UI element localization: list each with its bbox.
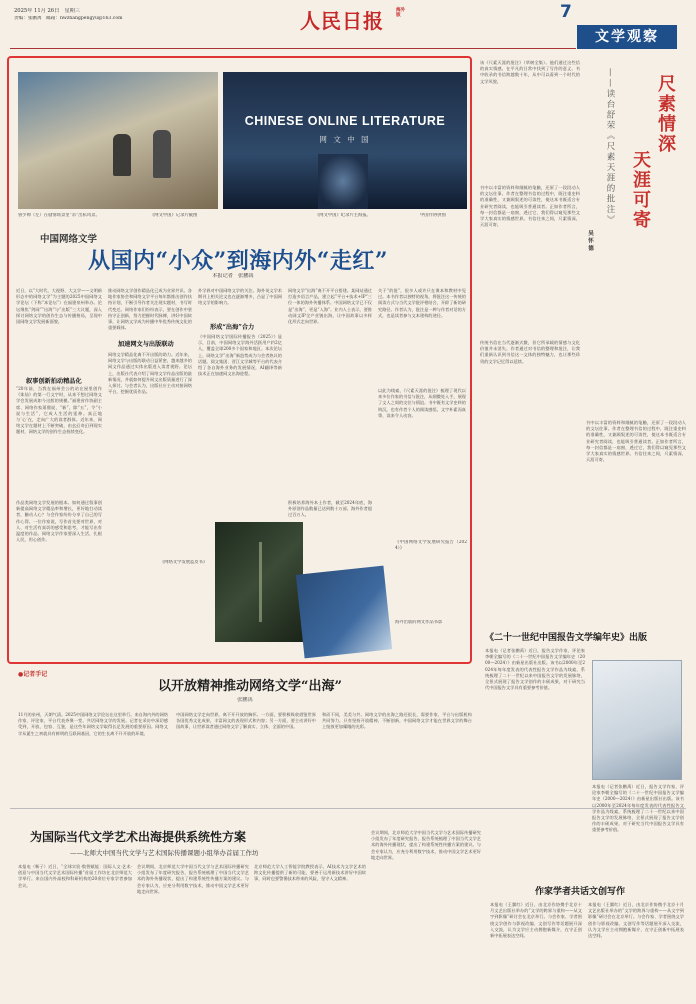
section-divider <box>10 808 686 809</box>
story2-col2: 中国网络文学走向世界，离不开开放的胸怀。一方面，要积极吸收借鉴世界各国优秀文化成果，丰富网文的表现形式和内容；另一方面，要主动讲好中国故事，让世界读者通过网络文学了解真实、立体、全面的中国。 <box>176 712 316 730</box>
photo-credit: 中国作协供图 <box>420 213 446 218</box>
book-notice-body: 本报电（记者张鹏禹）近日，报告文学作家、评论家李朝全编写的《二十一世纪中国报告文学编年史（2000—2024）》由新星出版社出版。该书以2000年至2024年每年度发表的代表性报告文学作品为线索，系统梳理了二十一世纪以来中国报告文学的发展脉络，全景式展现了报告文学创作的丰硕成果，对于研究当代中国报告文学具有重要参考价值。 <box>485 648 585 691</box>
review-col-right: 书中以丰富的资料和细腻的笔触，还原了一段段动人的文坛往事。作者在整理书信的过程中，既注重史料的准确性，又兼顾叙述的可读性，使这本书既适合专业研究者阅读，也能吸引普通读者。正如作者所言，每一封信都是一扇窗，透过它，我们得以窥见那些文学大家真实的情感世界。书信往来之间，尺素情深，天涯可寄。 <box>586 420 686 463</box>
story3-col4: 会议期间，北京师范大学中国当代文学与艺术国际传播研究小组发布了年度研究报告，报告系统梳理了中国当代文学艺术的海外传播现状，提出了构建系统性传播方案的建议。与会专家认为，应充分利用数字技术，推动中国文学艺术更好地走向世界。 <box>371 830 481 860</box>
story4-col2: 本报电（王翼红）近日，由北京作协携手北京十月文艺出版社举办的“文学的跨界与重构——从文字到影像”研讨会在北京举行。与会作家、学者围绕文学创作与影视改编、文创写作等话题展开深入交流，认为文学应主动拥抱新媒介，在守正创新中拓展表达空间。 <box>588 902 684 939</box>
documentary-title: CHINESE ONLINE LITERATURE <box>244 114 446 128</box>
book-caption-2: 《网络文学发展蓝皮书》 <box>160 560 208 565</box>
poster-graphic <box>318 154 368 209</box>
feature-col1-b: 作品类网络文学发展的根本。如何通过叙事创新提高网络文学精品率和增长，更好地打动读者，触动人心？与会作家纷纷分享了自己的写作心得。一位作家说，写作首先要对世界、对人、对生活有真切的感受和思考，才能写出有温度的作品。网络文学作家要深入生活，扎根人民，用心创作。 <box>16 500 102 543</box>
photo-caption-right: 《网文中国》纪录片主海报。 <box>315 213 371 218</box>
story2-col1: 11月的泉州，天朗气清。2025中国网络文学论坛在这里举行。来自海内外的网络作家、评论家、平台代表齐聚一堂，共话网络文学的发展。记者在采访中深切感受到，开放、包容、互鉴，是这些年网络文学取得长足发展的重要原因。网络文学从诞生之初就具有鲜明的互联网基因，它的生长离不开开放的环境。 <box>18 712 168 736</box>
review-col-left-top: 该《尺素天涯的批注》（草树全集）。他们通过这些信的真实情感，在平凡的日常中找到了写作的意义。书中收录的书信跨越数十年，从中可以看到一个时代的文学风貌。 <box>480 60 580 84</box>
book-caption-3: 海外出版的网文作品书影 <box>395 620 443 625</box>
book-cover-chronicle <box>592 660 682 780</box>
feature-byline: 本报记者 张鹏禹 <box>212 273 254 279</box>
story4-col1: 本报电（王翼红）近日，由北京作协携手北京十月文艺出版社举办的“文学的跨界与重构——从文字到影像”研讨会在北京举行。与会作家、学者围绕文学创作与影视改编、文创写作等话题展开深入交流，认为文学应主动拥抱新媒介，在守正创新中拓展表达空间。 <box>490 902 582 939</box>
review-title-line2: 天涯可寄 <box>630 150 651 230</box>
feature-subhead-1: 叙事创新拍动精品化 <box>26 378 82 385</box>
book-notice-heading: 《二十一世纪中国报告文学编年史》出版 <box>485 633 648 643</box>
feature-kicker: 中国网络文学 <box>40 234 98 245</box>
page-editors: 责编：张鹏禹 邮箱：hwzhangpengyu@163.com <box>14 16 123 21</box>
book-caption-1: 《中国网络文学发展研究报告（2024）》 <box>395 540 467 552</box>
feature-col1-intro: 近日，以“大时代、大视野、大文学——文明新形态中的网络文学”为主题的2025中国网络文学论坛（下称“本论坛”）在福建泉州举办。论坛聚焦“剑网”“出海”与“出版”三大议题，深入探讨网络文学的创作生态与传播格局，呈现中国网络文学发展新面貌。 <box>16 288 102 325</box>
story3-subhead: ——北师大中国当代文学与艺术国际传播课题小组举办首届工作坊 <box>70 849 259 857</box>
review-col-left-mid: 书中以丰富的资料和细腻的笔触，还原了一段段动人的文坛往事。作者在整理书信的过程中，既注重史料的准确性，又兼顾叙述的可读性，使这本书既适合专业研究者阅读，也能吸引普通读者。正如作者所言，每一封信都是一扇窗，透过它，我们得以窥见那些文学大家真实的情感世界。书信往来之间，尺素情深，天涯可寄。 <box>480 185 580 228</box>
issue-date: 2025年 11月 26日 星期三 <box>14 8 81 14</box>
book-cover-bluebook <box>296 566 392 659</box>
feature-col3-b: 《中国网络文学国际传播报告（2025）》显示，目前，中国网络文学海外活跃用户约2亿人，覆盖全球200多个国家和地区。本次论坛上，网络文学“出海”新趋势成为与会者热议的话题。阅文集团、晋江文学城等平台的代表介绍了各自海外业务的发展情况，AI翻译等新技术正在加速网文出海进程。 <box>198 334 282 377</box>
feature-col5-b: 以此为线索，《尺素天涯的批注》梳理了现代以来多位作家的书信与批注，从细微处入手，展现了文人之间的交往与情谊。书中既有文学史料的钩沉，也有作者个人的阅读感悟，文字朴素而真挚，读来令人动容。 <box>378 388 466 418</box>
edition-label: 海外版 <box>396 8 406 19</box>
page-number: 7 <box>560 2 572 22</box>
cover-ornament <box>259 542 262 622</box>
feature-photo-right <box>223 72 467 209</box>
story3-col1: 本报电（靳子）近日，“全球实验·数智赋能：国际人文·艺术·创意与中国当代文学艺术国际传播”首届工作坊在北京师范大学举行。来自国内外高校和科研机构的20余位专家学者参加会议。 <box>18 864 132 888</box>
story3-col2: 会议期间，北京师范大学中国当代文学与艺术国际传播研究小组发布了年度研究报告，报告系统梳理了中国当代文学艺术的海外传播现状，提出了构建系统性传播方案的建议。与会专家认为，应充分利用数字技术，推动中国文学艺术更好地走向世界。 <box>137 864 249 894</box>
person-figure <box>153 130 171 178</box>
story2-col3: 和而不同，美美与共。网络文学的出海之路还很长，需要作家、平台与出版机构共同努力。只有坚持开放精神，不断创新，中国网络文学才能在世界文学的舞台上绽放更加耀眼的光彩。 <box>322 712 472 730</box>
feature-headline: 从国内“小众”到海内外“走红” <box>87 248 389 274</box>
review-title-line1: 尺素情深 <box>655 74 676 154</box>
reporter-notes-tag: ●记者手记 <box>18 671 48 678</box>
section-badge: 文学观察 <box>577 25 677 49</box>
feature-col1-a: “20年前，当我在福州会公的站在屋里创作《诛仙》的第一行文字时，从来不想过网络文学会发展成如今这般的规模。”福建省作协副主席、网络作家萧鼎说，“新”，除“五”，令“小说与生活”，它成人生活的延伸。真正地与‘心’在，走向广大的读者群体。近年来，网络文学在题材上不断突破，由玄幻奇幻到现实题材，网络文学的创作生态持续变化。 <box>16 386 102 435</box>
story3-col3: 北京师范大学人工智能学院教授表示，AI技术为文学艺术的跨文化传播提供了新的可能，要善于运用新技术讲好中国故事，同时也要警惕技术带来的风险，坚守人文精神。 <box>254 864 366 882</box>
feature-subhead-3: 形成“出海”合力 <box>210 324 255 331</box>
photo-caption-left: 鲁少帅（左）在剧情场景里“杀”出私风景。 <box>18 213 100 218</box>
feature-col3-a: 外学界对中国网络文学的关注。海外英文学术期刊上相关论文也在逐渐增多，凸显了中国网络文学的影响力。 <box>198 288 282 306</box>
story4-headline: 作家学者共话文创写作 <box>535 887 626 897</box>
newspaper-logo: 人民日报 <box>300 9 384 33</box>
feature-col2-b: 网络文学精品化离不开出版的助力。近年来，网络文学与出版的联动日益紧密，越来越多的网文作品通过实体出版进入读者视野。论坛上，出版社代表介绍了网络文学作品出版的最新情况，并就如何提升网文出版质量进行了深入探讨。与会者认为，出版社应主动对接网络平台，挖掘优质作品。 <box>108 352 192 395</box>
book-notice-body-cont: 本报电（记者张鹏禹）近日，报告文学作家、评论家李朝全编写的《二十一世纪中国报告文学编年史（2000—2024）》由新星出版社出版。该书以2000年至2024年每年度发表的代表性报告文学作品为线索，系统梳理了二十一世纪以来中国报告文学的发展脉络，全景式展现了报告文学创作的丰硕成果，对于研究当代中国报告文学具有重要参考价值。 <box>592 784 684 833</box>
feature-col4-b: 积极培养海外本土作者，截至2024年底，海外原创作品数量已达到数十万部，海外作者超过百万人。 <box>288 500 372 518</box>
feature-col5-a: 关于“的批”，很多人或许只在课本和教材中见过。本书作者以独特的视角，将批注这一传统的阅读方式与当代文学批评相结合，开辟了新的研究路径。作者认为，批注是一种与作者对话的方式，也是读者参与文本建构的途径。 <box>378 288 466 318</box>
documentary-subtitle: 网 文 中 国 <box>319 135 371 144</box>
story3-headline: 为国际当代文学艺术出海提供系统性方案 <box>30 830 247 844</box>
photo-caption-mid: 《网文中国》记录片截图 <box>150 213 198 218</box>
feature-col2-a: 推动网络文学创作精品化已成为业界共识。各地作家协会和网络文学平台每年都推出创作扶持计划，不断引导作者关注现实题材，书写时代变迁。网络作家们纷纷表示，要在创作中坚持守正创新，努力把握时代脉搏，讲好中国故事，让网络文学成为传播中华优秀传统文化的重要载体。 <box>108 288 192 331</box>
masthead-rule <box>10 48 576 49</box>
review-author: 吴怀德 <box>587 230 593 253</box>
feature-subhead-2: 加速网文与出版联动 <box>118 341 174 348</box>
feature-col4-a: 网络文学“出海”离不开平台搭建。某网站通过打造多语言产品，建立起“平台+技术+IP”三位一体的海外传播体系。中国网络文学已不仅是“出海”，更是“入海”。业内人士表示，要推动网文IP全产业链出海，让中国故事以多样化形式走向世界。 <box>288 288 372 325</box>
book-cover-report <box>215 522 303 642</box>
feature-photo-left <box>18 72 218 209</box>
person-figure <box>113 134 131 176</box>
review-col-left-bot: 传统书信在当代逐渐式微，但它所承载的情感与文化价值并未消失。作者通过对书信的整理和批注，让我们重新认识到书信这一文体的独特魅力，也让那些珍贵的文学记忆得以延续。 <box>480 340 580 364</box>
story2-byline: 张鹏禹 <box>237 697 253 703</box>
story2-headline: 以开放精神推动网络文学“出海” <box>158 679 342 694</box>
review-subtitle: ——读台舒荣《尺素天涯的批注》 <box>605 68 615 226</box>
